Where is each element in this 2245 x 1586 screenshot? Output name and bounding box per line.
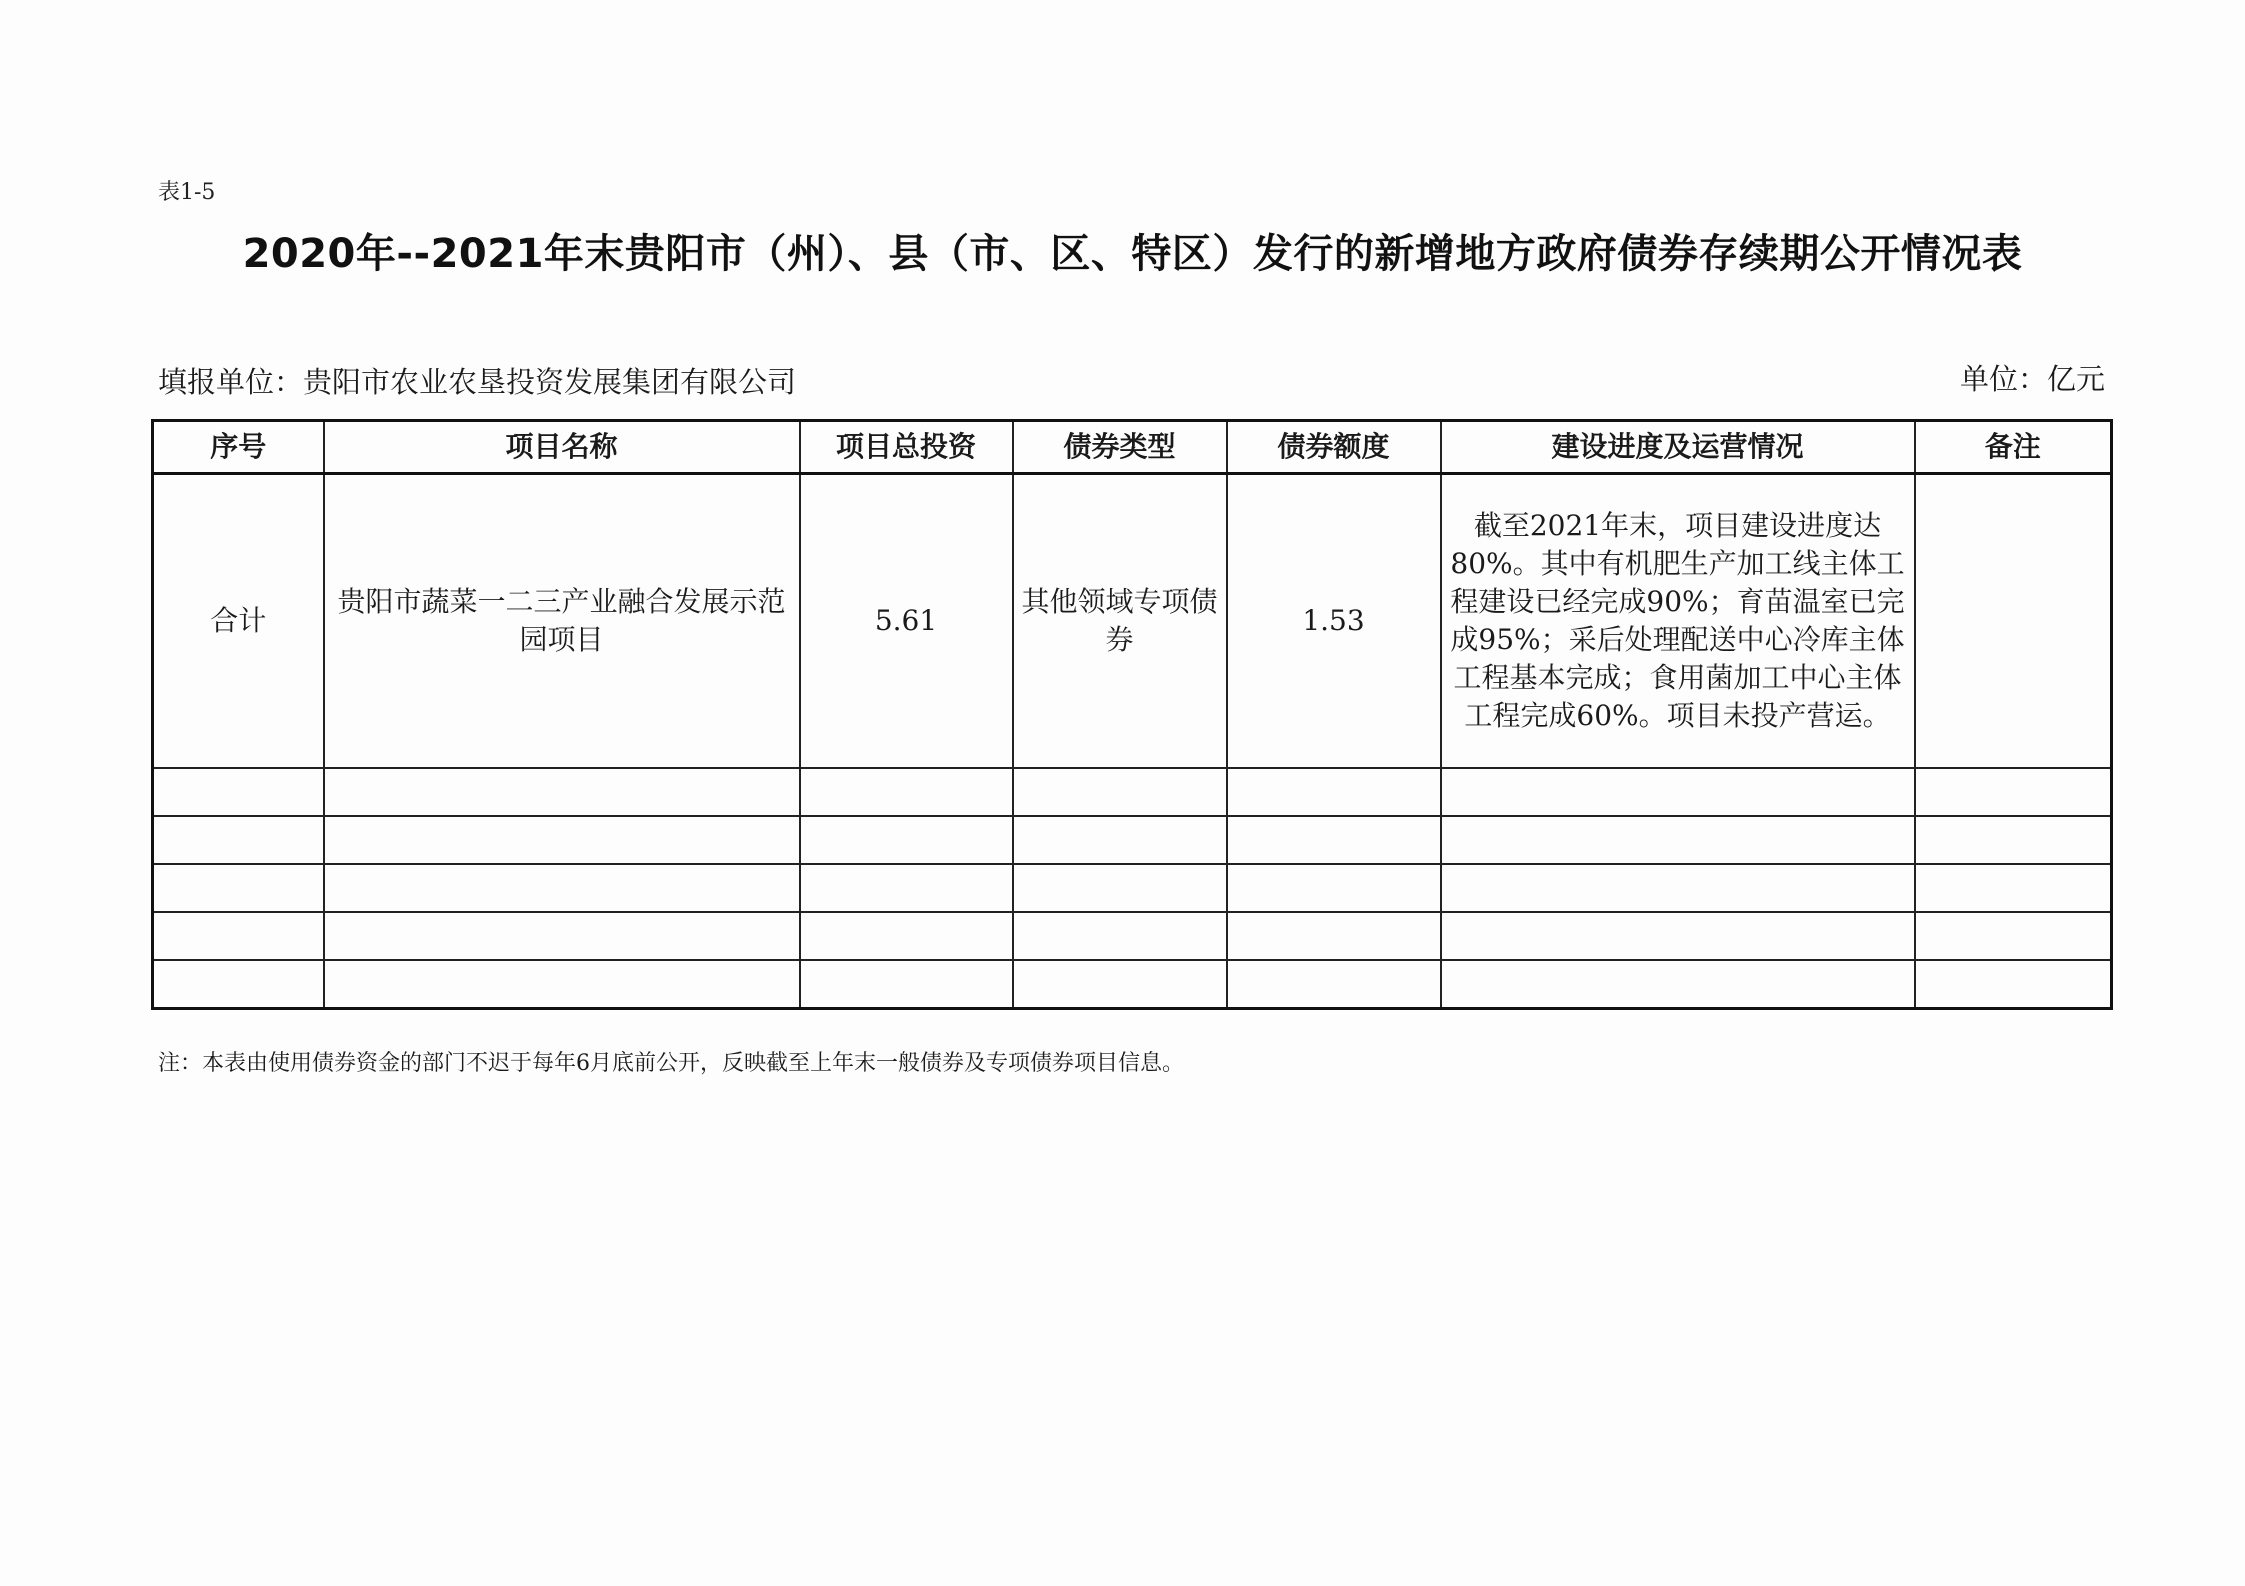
empty-table-row (153, 912, 2112, 960)
header-bond-type: 债券类型 (1013, 421, 1227, 474)
header-project-name: 项目名称 (324, 421, 800, 474)
header-bond-amount: 债券额度 (1227, 421, 1441, 474)
bond-disclosure-table (151, 419, 2113, 1010)
header-progress: 建设进度及运营情况 (1441, 421, 1915, 474)
cell-project-name: 贵阳市蔬菜一二三产业融合发展示范园项目 (324, 474, 800, 769)
unit-label: 单位：亿元 (1959, 362, 2105, 396)
table-header-row (153, 421, 2112, 474)
cell-total-investment: 5.61 (800, 474, 1013, 769)
cell-progress: 截至2021年末，项目建设进度达80%。其中有机肥生产加工线主体工程建设已经完成90%；育苗温室已完成95%；采后处理配送中心冷库主体工程基本完成；食用菌加工中心主体工程完成60%。项目未投产营运。 (1441, 474, 1915, 769)
footnote: 注：本表由使用债券资金的部门不迟于每年6月底前公开，反映截至上年末一般债券及专项债券项目信息。 (158, 1051, 1185, 1076)
table-row (153, 474, 2112, 769)
table-code: 表1-5 (158, 180, 216, 205)
cell-bond-amount: 1.53 (1227, 474, 1441, 769)
reporting-unit-label: 填报单位： (158, 365, 304, 399)
empty-table-row (153, 960, 2112, 1009)
cell-remarks (1915, 474, 2112, 769)
empty-table-row (153, 768, 2112, 816)
reporting-unit-value: 贵阳市农业农垦投资发展集团有限公司 (303, 365, 797, 399)
cell-seq: 合计 (153, 474, 324, 769)
empty-table-row (153, 864, 2112, 912)
reporting-unit (158, 360, 796, 401)
empty-table-row (153, 816, 2112, 864)
header-seq: 序号 (153, 421, 324, 474)
header-remarks: 备注 (1915, 421, 2112, 474)
header-total-investment: 项目总投资 (800, 421, 1013, 474)
cell-bond-type: 其他领域专项债券 (1013, 474, 1227, 769)
page-title: 2020年--2021年末贵阳市（州）、县（市、区、特区）发行的新增地方政府债券存续期公开情况表 (242, 231, 2023, 277)
